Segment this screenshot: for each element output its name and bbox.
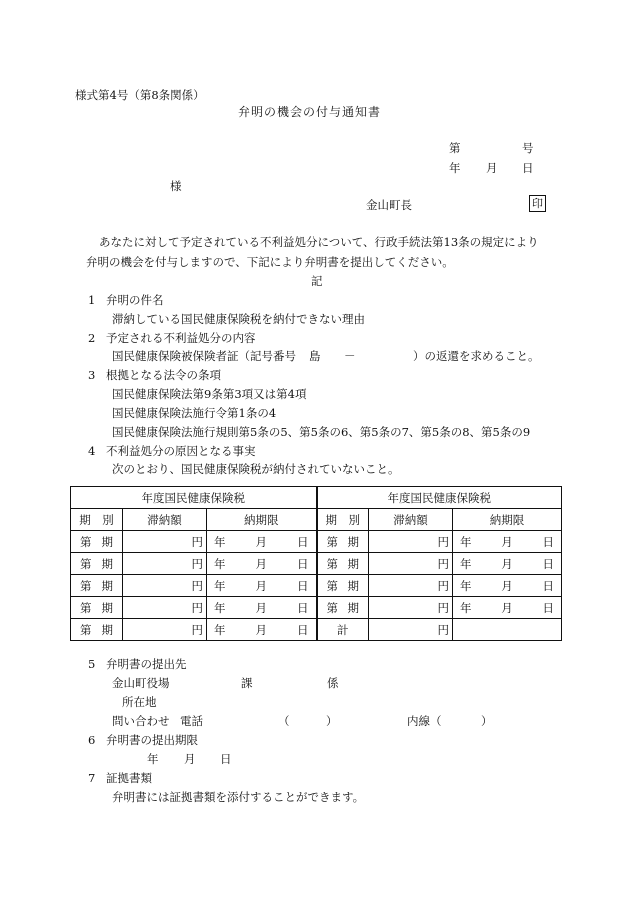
due-year: 年	[214, 534, 226, 549]
item-2-dash: －	[344, 349, 356, 363]
due-month: 月	[255, 600, 267, 615]
item-2-island: 島	[309, 349, 321, 363]
period-ki: 期	[101, 622, 113, 637]
due-year: 年	[214, 600, 226, 615]
item-6-number: 6	[88, 733, 96, 747]
due-day: 日	[542, 600, 554, 615]
total-yen: 円	[369, 619, 453, 641]
phone-label: 電話	[180, 714, 203, 728]
due-day: 日	[542, 578, 554, 593]
doc-number-go: 号	[522, 141, 534, 155]
period-ki: 期	[347, 534, 359, 549]
arrears-yen: 円	[369, 531, 453, 553]
item-4-number: 4	[88, 444, 96, 458]
period-ki: 期	[347, 556, 359, 571]
item-3-line-2: 国民健康保険法施行令第1条の4	[112, 406, 277, 420]
item-7-line: 弁明書には証拠書類を添付することができます。	[112, 790, 365, 804]
period-dai: 第	[80, 578, 92, 593]
period-dai: 第	[80, 534, 92, 549]
tax-arrears-table	[70, 486, 562, 641]
item-4-line: 次のとおり、国民健康保険税が納付されていないこと。	[112, 462, 400, 476]
document-title: 弁明の機会の付与通知書	[238, 105, 382, 119]
col-header-due: 納期限	[207, 509, 317, 531]
office-kakari: 係	[327, 676, 339, 690]
period-dai: 第	[326, 556, 338, 571]
period-ki: 期	[101, 578, 113, 593]
deadline-year: 年	[147, 752, 159, 766]
period-ki: 期	[101, 556, 113, 571]
intro-line-1: あなたに対して予定されている不利益処分について、行政手続法第13条の規定により	[99, 235, 539, 249]
table-row	[71, 531, 562, 553]
table-row-total	[71, 619, 562, 641]
item-7-number: 7	[88, 771, 96, 785]
total-label: 計	[317, 619, 369, 641]
due-year: 年	[460, 534, 472, 549]
ki-heading: 記	[311, 274, 323, 288]
office-ka: 課	[241, 676, 253, 690]
item-3-number: 3	[88, 368, 96, 382]
arrears-yen: 円	[123, 597, 207, 619]
deadline-month: 月	[184, 752, 196, 766]
period-ki: 期	[347, 578, 359, 593]
extension-label: 内線（	[407, 714, 442, 728]
due-year: 年	[460, 600, 472, 615]
item-1-line: 滞納している国民健康保険税を納付できない理由	[112, 312, 365, 326]
col-header-period: 期 別	[71, 509, 123, 531]
due-year: 年	[460, 556, 472, 571]
period-ki: 期	[347, 600, 359, 615]
office-name: 金山町役場	[112, 676, 170, 690]
date-month: 月	[486, 161, 498, 175]
arrears-yen: 円	[123, 619, 207, 641]
item-3-heading: 根拠となる法令の条項	[106, 368, 221, 382]
period-dai: 第	[326, 600, 338, 615]
period-dai: 第	[80, 556, 92, 571]
item-3-line-3: 国民健康保険法施行規則第5条の5、第5条の6、第5条の7、第5条の8、第5条の9	[112, 425, 531, 439]
form-number: 様式第4号（第8条関係）	[75, 88, 205, 102]
table-row	[71, 553, 562, 575]
period-ki: 期	[101, 600, 113, 615]
item-5-number: 5	[88, 657, 96, 671]
due-year: 年	[214, 578, 226, 593]
arrears-yen: 円	[123, 575, 207, 597]
extension-paren-close: ）	[481, 714, 493, 728]
doc-number-dai: 第	[449, 141, 461, 155]
period-dai: 第	[326, 578, 338, 593]
item-5-heading: 弁明書の提出先	[106, 657, 187, 671]
due-month: 月	[255, 578, 267, 593]
period-ki: 期	[101, 534, 113, 549]
table-row	[71, 597, 562, 619]
due-day: 日	[297, 534, 309, 549]
item-2-heading: 予定される不利益処分の内容	[106, 331, 256, 345]
item-6-heading: 弁明書の提出期限	[106, 733, 198, 747]
due-day: 日	[542, 534, 554, 549]
deadline-day: 日	[220, 752, 232, 766]
table-group-header-left: 年度国民健康保険税	[71, 487, 317, 509]
intro-line-2: 弁明の機会を付与しますので、下記により弁明書を提出してください。	[86, 255, 454, 269]
item-2-number: 2	[88, 331, 96, 345]
due-month: 月	[501, 534, 513, 549]
due-day: 日	[542, 556, 554, 571]
sender-name: 金山町長	[366, 198, 412, 212]
due-month: 月	[255, 534, 267, 549]
due-year: 年	[214, 556, 226, 571]
col-header-arrears: 滞納額	[369, 509, 453, 531]
item-1-heading: 弁明の件名	[106, 293, 164, 307]
item-1-number: 1	[88, 293, 96, 307]
due-month: 月	[501, 578, 513, 593]
due-month: 月	[255, 556, 267, 571]
due-year: 年	[460, 578, 472, 593]
item-2-pre: 国民健康保険被保険者証（記号番号	[112, 349, 296, 363]
due-month: 月	[501, 556, 513, 571]
period-dai: 第	[80, 600, 92, 615]
date-day: 日	[522, 161, 534, 175]
seal-stamp: 印	[529, 195, 546, 212]
due-day: 日	[297, 622, 309, 637]
item-3-line-1: 国民健康保険法第9条第3項又は第4項	[112, 387, 307, 401]
date-year: 年	[449, 161, 461, 175]
item-2-post: ）の返還を求めること。	[413, 349, 540, 363]
table-row	[71, 575, 562, 597]
addressee-sama: 様	[170, 179, 182, 193]
col-header-arrears: 滞納額	[123, 509, 207, 531]
due-month: 月	[501, 600, 513, 615]
item-4-heading: 不利益処分の原因となる事実	[106, 444, 256, 458]
arrears-yen: 円	[123, 531, 207, 553]
period-dai: 第	[80, 622, 92, 637]
arrears-yen: 円	[123, 553, 207, 575]
due-month: 月	[255, 622, 267, 637]
period-dai: 第	[326, 534, 338, 549]
total-empty	[453, 619, 562, 641]
phone-paren-close: ）	[326, 714, 338, 728]
due-day: 日	[297, 556, 309, 571]
due-day: 日	[297, 600, 309, 615]
col-header-due: 納期限	[453, 509, 562, 531]
contact-label: 問い合わせ	[112, 714, 170, 728]
col-header-period: 期 別	[317, 509, 369, 531]
arrears-yen: 円	[369, 597, 453, 619]
due-day: 日	[297, 578, 309, 593]
phone-paren-open: （	[278, 714, 290, 728]
item-7-heading: 証拠書類	[106, 771, 152, 785]
due-year: 年	[214, 622, 226, 637]
address-label: 所在地	[122, 695, 157, 709]
arrears-yen: 円	[369, 575, 453, 597]
table-group-header-right: 年度国民健康保険税	[317, 487, 562, 509]
arrears-yen: 円	[369, 553, 453, 575]
